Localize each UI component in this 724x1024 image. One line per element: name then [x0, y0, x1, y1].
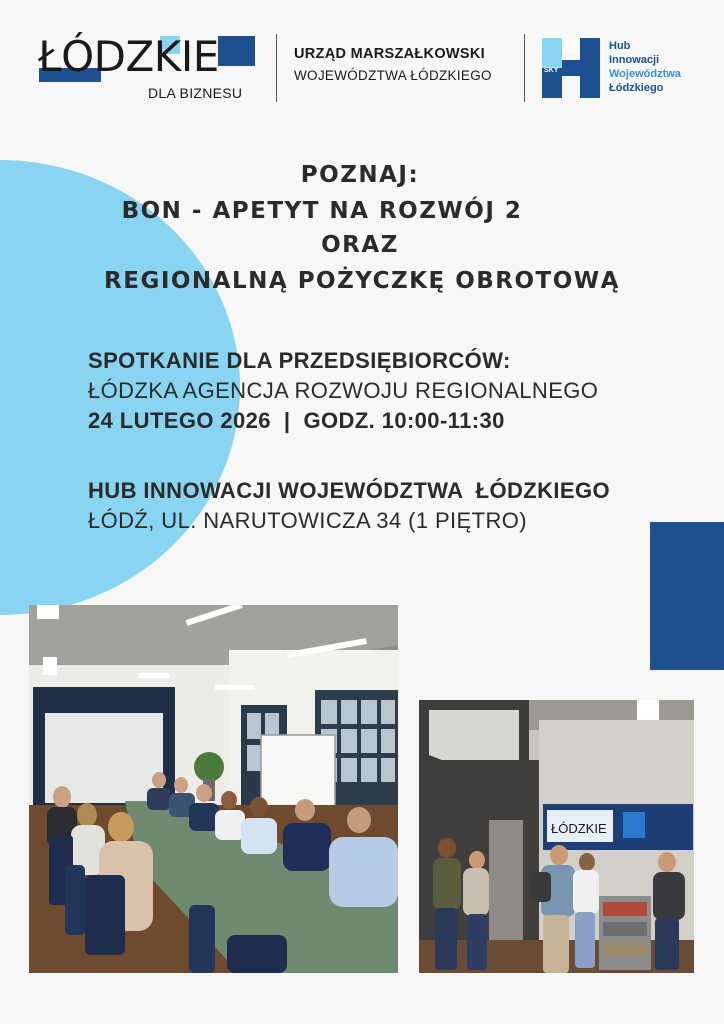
hub-logo-text [609, 39, 681, 95]
office-subtitle: WOJEWÓDZTWA ŁÓDZKIEGO [294, 68, 492, 83]
location-name: HUB INNOWACJI WOJEWÓDZTWA ŁÓDZKIEGO [88, 478, 611, 503]
hub-logo-line4: Łódzkiego [609, 82, 664, 94]
meeting-room-photo [29, 605, 398, 973]
header-divider [524, 34, 525, 102]
hub-logo-line2: Innowacji [609, 54, 660, 66]
decorative-rectangle [650, 522, 724, 670]
office-title: URZĄD MARSZAŁKOWSKI [294, 46, 485, 62]
lodzkie-logo [36, 28, 261, 106]
logo-subtitle: DLA BIZNESU [148, 85, 243, 101]
hub-logo-line3: Województwa [609, 68, 681, 80]
title-line-1: POZNAJ: [300, 162, 420, 188]
event-heading: SPOTKANIE DLA PRZEDSIĘBIORCÓW: [88, 348, 511, 373]
event-date-time: 24 LUTEGO 2026 | GODZ. 10:00-11:30 [88, 408, 505, 433]
event-organizer: ŁÓDZKA AGENCJA ROZWOJU REGIONALNEGO [88, 378, 599, 403]
logo-wordmark: ŁÓDZKIE [38, 32, 219, 81]
title-line-4: REGIONALNĄ POŻYCZKĘ OBROTOWĄ [104, 268, 620, 294]
hub-logo-mark [542, 38, 600, 98]
hub-logo-mark-text: SKY [544, 67, 559, 74]
hub-logo-line1: Hub [609, 40, 631, 52]
logo-bar [218, 36, 255, 66]
screen-logo-text: ŁÓDZKIE [551, 821, 607, 836]
title-line-2: BON - APETYT NA ROZWÓJ 2 [121, 198, 523, 224]
header-divider [276, 34, 277, 102]
hub-lobby-photo [419, 700, 694, 973]
location-address: ŁÓDŹ, UL. NARUTOWICZA 34 (1 PIĘTRO) [88, 508, 527, 533]
title-line-3: ORAZ [321, 232, 399, 258]
